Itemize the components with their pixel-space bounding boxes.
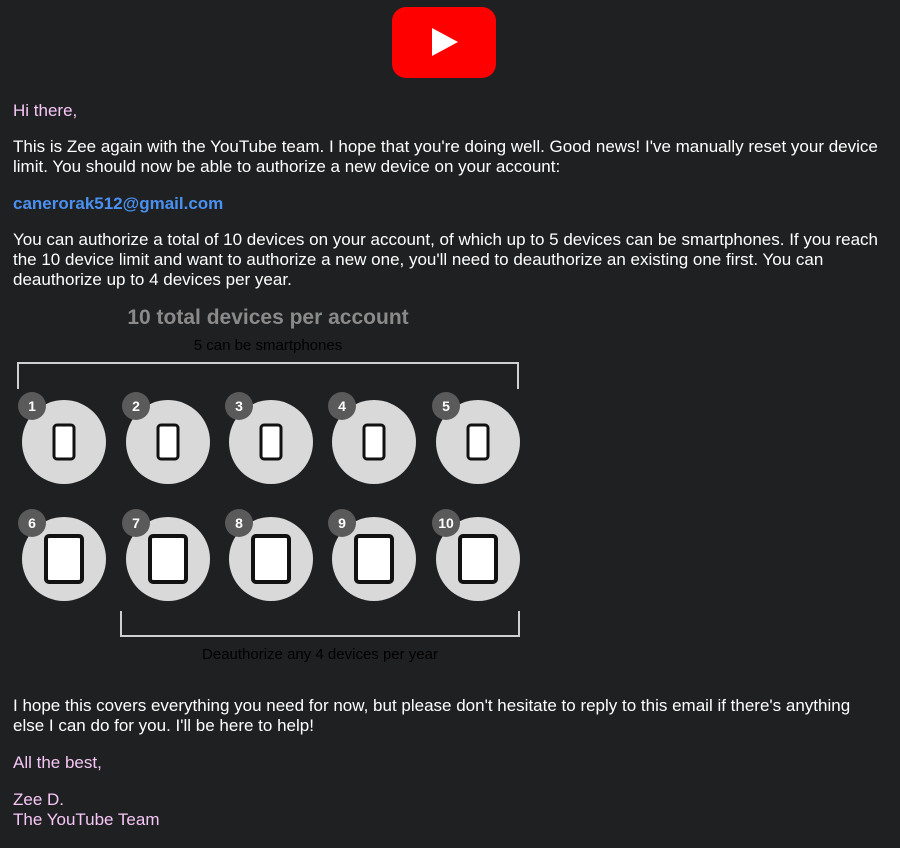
device-number: 1 <box>28 398 36 414</box>
signature-name: Zee D. <box>13 790 65 809</box>
smartphones-bracket <box>18 363 518 389</box>
device-slot-10 <box>432 509 520 601</box>
device-slot-5 <box>432 392 520 484</box>
device-number: 3 <box>235 398 243 414</box>
deauthorize-bracket <box>121 611 519 636</box>
device-slot-4 <box>328 392 416 484</box>
devices-graphic <box>0 300 560 680</box>
device-slot-7 <box>122 509 210 601</box>
signature-team: The YouTube Team <box>13 810 160 829</box>
tablet-icon <box>460 536 496 582</box>
device-number: 5 <box>442 398 450 414</box>
device-number: 2 <box>132 398 140 414</box>
smartphone-icon <box>54 425 74 459</box>
smartphone-icon <box>364 425 384 459</box>
youtube-play-icon <box>432 28 458 56</box>
youtube-logo <box>392 7 496 78</box>
signoff: All the best, <box>13 753 102 772</box>
limits-paragraph: You can authorize a total of 10 devices on your account, of which up to 5 devices can be smartphones. If you reach the 10 device limit and want to authorize a new one, you'll need to deauthorize an existing one first. You can deauthorize up to 4 devices per year. <box>13 230 879 289</box>
device-slot-3 <box>225 392 313 484</box>
account-email-link[interactable]: canerorak512@gmail.com <box>13 194 224 213</box>
smartphone-icon <box>468 425 488 459</box>
greeting: Hi there, <box>13 101 78 120</box>
device-number: 8 <box>235 515 243 531</box>
smartphone-icon <box>158 425 178 459</box>
device-slot-2 <box>122 392 210 484</box>
device-number: 6 <box>28 515 36 531</box>
diagram-title: 10 total devices per account <box>127 306 409 329</box>
device-number: 7 <box>132 515 140 531</box>
device-slot-9 <box>328 509 416 601</box>
tablet-icon <box>356 536 392 582</box>
tablet-icon <box>46 536 82 582</box>
device-number: 10 <box>438 515 454 531</box>
tablet-icon <box>253 536 289 582</box>
deauthorize-label: Deauthorize any 4 devices per year <box>202 646 438 663</box>
device-slot-8 <box>225 509 313 601</box>
smartphones-label: 5 can be smartphones <box>193 337 343 354</box>
device-slot-6 <box>18 509 106 601</box>
device-limit-diagram <box>0 300 560 680</box>
tablet-icon <box>150 536 186 582</box>
closing-paragraph: I hope this covers everything you need for now, but please don't hesitate to reply to this email if there's anything else I can do for you. I'll be here to help! <box>13 696 851 735</box>
intro-paragraph: This is Zee again with the YouTube team. I hope that you're doing well. Good news! I've manually reset your device limit. You should now be able to authorize a new device on your account: <box>13 137 878 176</box>
device-number: 9 <box>338 515 346 531</box>
smartphone-icon <box>261 425 281 459</box>
device-number: 4 <box>338 398 346 414</box>
device-slot-1 <box>18 392 106 484</box>
account-email-line <box>13 194 883 214</box>
